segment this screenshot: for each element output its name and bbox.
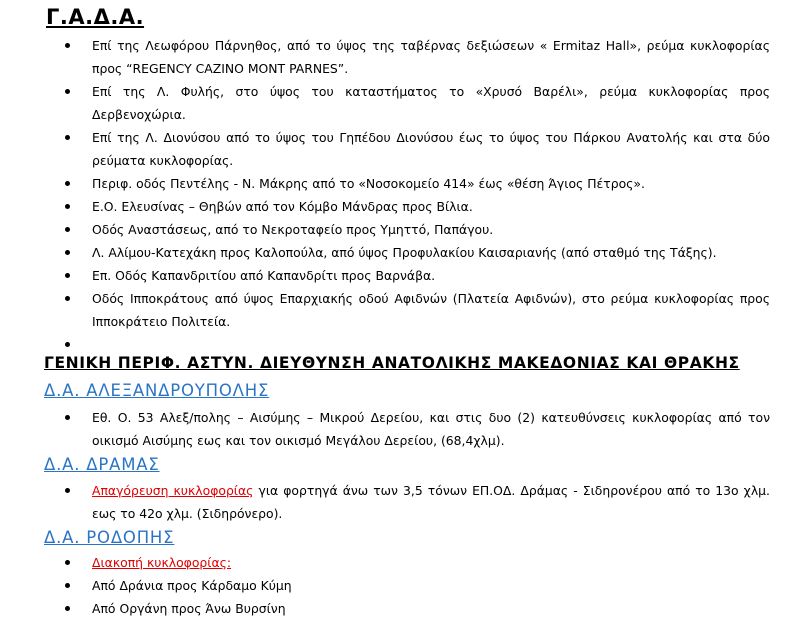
list-item: Επ. Οδός Καπανδριτίου από Καπανδρίτι προς Βαρνάβα. <box>0 264 788 287</box>
bullet-icon <box>65 227 70 232</box>
da-alexandroupolis-heading: Δ.Α. ΑΛΕΞΑΝΔΡΟΥΠΟΛΗΣ <box>44 381 270 400</box>
list-item: Απαγόρευση κυκλοφορίας για φορτηγά άνω των 3,5 τόνων ΕΠ.ΟΔ. Δράμας - Σιδηρονέρου από το 13ο χλμ. εως το 42ο χλμ. (Σιδηρόνερο). <box>0 479 788 525</box>
bullet-icon <box>65 488 70 493</box>
list-item: Από Δράνια προς Κάρδαμο Κύμη <box>0 574 310 597</box>
closure-highlight: Διακοπή κυκλοφορίας: <box>92 555 232 570</box>
list-item: Επί της Λεωφόρου Πάρνηθος, από το ύψος της ταβέρνας δεξιώσεων « Ermitaz Hall», ρεύμα κυκλοφορίας προς “REGENCY CAZINO MONT PARNES”. <box>0 34 788 80</box>
list-item: Επί της Λ. Φυλής, στο ύψος του καταστήματος το «Χρυσό Βαρέλι», ρεύμα κυκλοφορίας προς Δερβενοχώρια. <box>0 80 788 126</box>
bullet-icon <box>65 273 70 278</box>
bullet-icon <box>65 342 70 347</box>
bullet-icon <box>65 181 70 186</box>
list-item <box>0 551 310 574</box>
list-item: Από Οργάνη προς Άνω Βυρσίνη <box>0 597 310 620</box>
alexandroupolis-list <box>0 406 788 452</box>
rodopis-list <box>0 551 310 620</box>
prohibition-highlight: Απαγόρευση κυκλοφορίας <box>92 483 254 498</box>
bullet-icon <box>65 296 70 301</box>
bullet-icon <box>65 560 70 565</box>
list-item: Ε.Ο. Ελευσίνας – Θηβών από τον Κόμβο Μάνδρας προς Βίλια. <box>0 195 788 218</box>
bullet-icon <box>65 135 70 140</box>
list-item: Οδός Αναστάσεως, από το Νεκροταφείο προς Υμηττό, Παπάγου. <box>0 218 788 241</box>
bullet-icon <box>65 89 70 94</box>
list-item: Οδός Ιπποκράτους από ύψος Επαρχιακής οδού Αφιδνών (Πλατεία Αφιδνών), στο ρεύμα κυκλοφορίας προς Ιπποκράτειο Πολιτεία. <box>0 287 788 333</box>
bullet-icon <box>65 415 70 420</box>
list-item: Επί της Λ. Διονύσου από το ύψος του Γηπέδου Διονύσου έως το ύψος του Πάρκου Ανατολής και στα δύο ρεύματα κυκλοφορίας. <box>0 126 788 172</box>
da-rodopis-heading: Δ.Α. ΡΟΔΟΠΗΣ <box>44 528 175 547</box>
amth-heading: ΓΕΝΙΚΗ ΠΕΡΙΦ. ΑΣΤΥΝ. ΔΙΕΥΘΥΝΣΗ ΑΝΑΤΟΛΙΚΗΣ ΜΑΚΕΔΟΝΙΑΣ ΚΑΙ ΘΡΑΚΗΣ <box>44 354 740 372</box>
list-item: Λ. Αλίμου-Κατεχάκη προς Καλοπούλα, από ύψος Προφυλακίου Καισαριανής (από σταθμό της Τάξης). <box>0 241 788 264</box>
bullet-icon <box>65 250 70 255</box>
list-item: Εθ. Ο. 53 Αλεξ/πολης – Αισύμης – Μικρού Δερείου, και στις δυο (2) κατευθύνσεις κυκλοφορίας από τον οικισμό Αισύμης εως και τον οικισμό Μεγάλου Δερείου, (68,4χλμ). <box>0 406 788 452</box>
bullet-icon <box>65 204 70 209</box>
gada-list <box>0 34 788 356</box>
list-item: Περιφ. οδός Πεντέλης - Ν. Μάκρης από το «Νοσοκομείο 414» έως «θέση Άγιος Πέτρος». <box>0 172 788 195</box>
dramas-list <box>0 479 788 525</box>
bullet-icon <box>65 583 70 588</box>
bullet-icon <box>65 43 70 48</box>
gada-heading: Γ.Α.Δ.Α. <box>46 5 145 29</box>
da-dramas-heading: Δ.Α. ΔΡΑΜΑΣ <box>44 455 160 474</box>
bullet-icon <box>65 606 70 611</box>
